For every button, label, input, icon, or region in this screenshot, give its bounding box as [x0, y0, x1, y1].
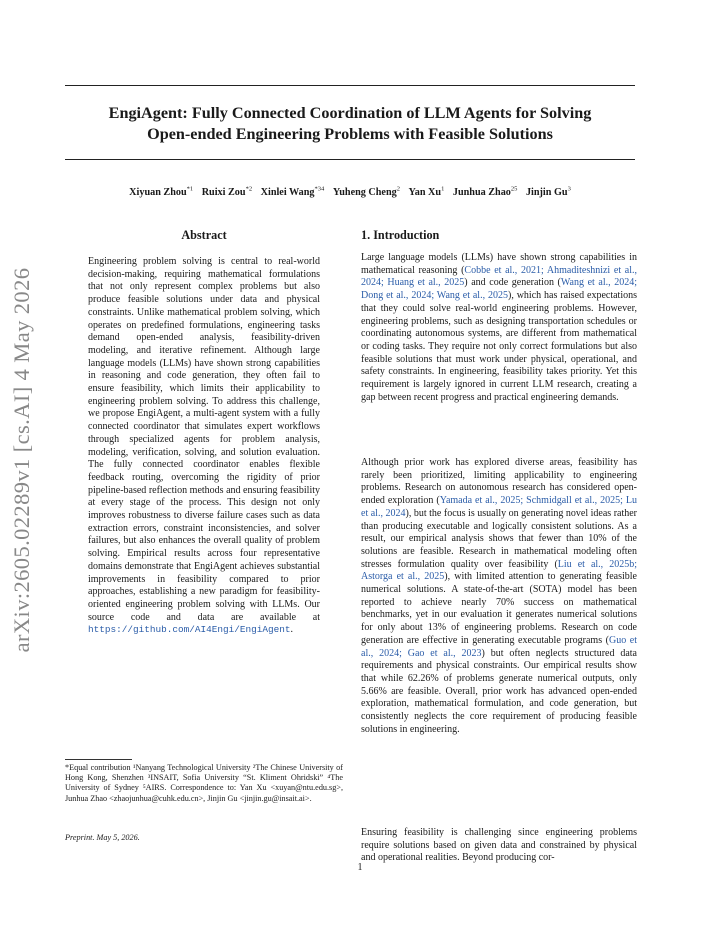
author: Xinlei Wang$^{*34}$ [260, 186, 325, 199]
author: Ruixi Zou$^{*2}$ [201, 186, 253, 199]
author: Xiyuan Zhou$^{*1}$ [129, 186, 194, 199]
preprint-note: Preprint. May 5, 2026. [65, 833, 140, 842]
citation-link[interactable]: Liu et al., 2025b; Astorga et al., 2025 [361, 558, 637, 583]
abstract-body: Engineering problem solving is central to real-world decision-making, requiring mathematical formulations that not only represent complex problems but also produce feasible solutions under data and physical constraints. Unlike mathematical problem solving, which operates on predefined formulations, engineering tasks demand open-ended analysis, feasibility-driven modeling, and iterative refinement. Although large language models (LLMs) have shown strong capabilities in reasoning and code generation, they often fail to ensure feasibility, which limits their applicability to engineering problem solving. To address this challenge, we propose EngiAgent, a multi-agent system with a fully connected coordinator that simulates expert workflows through specialized agents for problem analysis, modeling, verification, solving, and solution evaluation. The fully connected coordinator enables flexible feedback routing, overcoming the rigidity of prior pipeline-based reflection methods and ensuring feasibility at every stage of the process. This design not only improves robustness to diverse failure cases such as data extraction errors, constraint inconsistencies, and solver failures, but also enhances the overall quality of problem solving. Empirical results across four representative domains demonstrate that EngiAgent achieves substantial improvements in feasibility compared to prior approaches, establishing a new paradigm for feasibility-oriented engineering problem solving with LLMs. Our source code and data are available at https://github.com/AI4Engi/EngiAgent. [88, 256, 320, 636]
title-line-2: Open-ended Engineering Problems with Feasible Solutions [147, 125, 553, 143]
citation-link[interactable]: Yamada et al., 2025; Schmidgall et al., 2025; Lu et al., 2024 [361, 495, 637, 519]
author-list [65, 186, 635, 198]
author: Yan Xu$^1$ [408, 186, 445, 199]
intro-paragraph-2: Although prior work has explored diverse areas, feasibility has rarely been prioritized, limiting applicability to engineering problems. Research on autonomous research has considered open-ended exploration (Yamada et al., 2025; Schmidgall et al., 2025; Lu et al., 2024), but the focus is usually on generating novel ideas rather than producing executable and logically consistent solutions. As a result, our empirical analysis shows that fewer than 10% of the solutions are feasible. Research in mathematical modeling often stresses formulation quality over feasibility (Liu et al., 2025b; Astorga et al., 2025), with limited attention to generating feasible numerical solutions. A state-of-the-art (SOTA) model has been reported to achieve nearly 70% success on mathematical benchmarks, yet in our evaluation it generates numerical solutions for only about 13% of engineering problems. Research on code generation are effective in generating executable programs (Guo et al., 2024; Gao et al., 2023) but often neglects structured data requirements and physical constraints. Our empirical results show that while 62.26% of problems generate numerical outputs, only 5.66% are feasible. Overall, prior work has advanced open-ended exploration, mathematical formulation, and code generation, but consistently neglects the core requirement of producing feasible solutions in engineering. [361, 457, 638, 735]
intro-paragraph-3: Ensuring feasibility is challenging since engineering problems require solutions based on given data and constrained by physical and operational realities. Beyond producing cor- [361, 827, 637, 864]
citation-link[interactable]: Cobbe et al., 2021; Ahmaditeshnizi et al., 2024; Huang et al., 2025 [361, 264, 637, 289]
citation-link[interactable]: Guo et al., 2024; Gao et al., 2023 [361, 634, 637, 659]
author: Yuheng Cheng$^2$ [332, 186, 400, 199]
page-number: 1 [357, 862, 363, 873]
title-top-rule [65, 85, 635, 86]
paper-title [65, 103, 635, 145]
author: Junhua Zhao$^{25}$ [452, 186, 518, 199]
citation-link[interactable]: Wang et al., 2024; Dong et al., 2024; Wang et al., 2025 [361, 277, 637, 302]
author: Jinjin Gu$^3$ [525, 186, 571, 199]
title-bottom-rule [65, 159, 635, 160]
footnote-rule [65, 759, 132, 760]
source-code-link[interactable]: https://github.com/AI4Engi/EngiAgent [88, 624, 291, 636]
title-line-1: EngiAgent: Fully Connected Coordination of LLM Agents for Solving [108, 104, 592, 122]
abstract-heading: Abstract [181, 228, 227, 242]
affiliation-footnote: *Equal contribution ¹Nanyang Technological University ²The Chinese University of Hong Kong, Shenzhen ³INSAIT, Sofia University “St. Kliment Ohridski” ⁴The University of Sydney ⁵AIRS. Correspondence to: Yan Xu <xuyan@ntu.edu.sg>, Junhua Zhao <zhaojunhua@cuhk.edu.cn>, Jinjin Gu <jinjin.gu@insait.ai>. [65, 763, 343, 803]
intro-paragraph-1: Large language models (LLMs) have shown strong capabilities in mathematical reasoning (Cobbe et al., 2021; Ahmaditeshnizi et al., 2024; Huang et al., 2025) and code generation (Wang et al., 2024; Dong et al., 2024; Wang et al., 2025), which has raised expectations that they could solve real-world engineering problems. However, engineering problems, such as designing transportation schedules or coordinating autonomous systems, are different from mathematical or coding tasks. They require not only correct formulations but also feasible solutions that must work under physical, operational, and safety constraints. In engineering, feasibility takes priority. Yet this requirement is largely ignored in current LLM research, creating a gap between recent progress and practical engineering demands. [361, 252, 637, 403]
arxiv-side-label: arXiv:2605.02289v1 [cs.AI] 4 May 2026 [9, 267, 34, 653]
introduction-heading: 1. Introduction [361, 228, 440, 242]
